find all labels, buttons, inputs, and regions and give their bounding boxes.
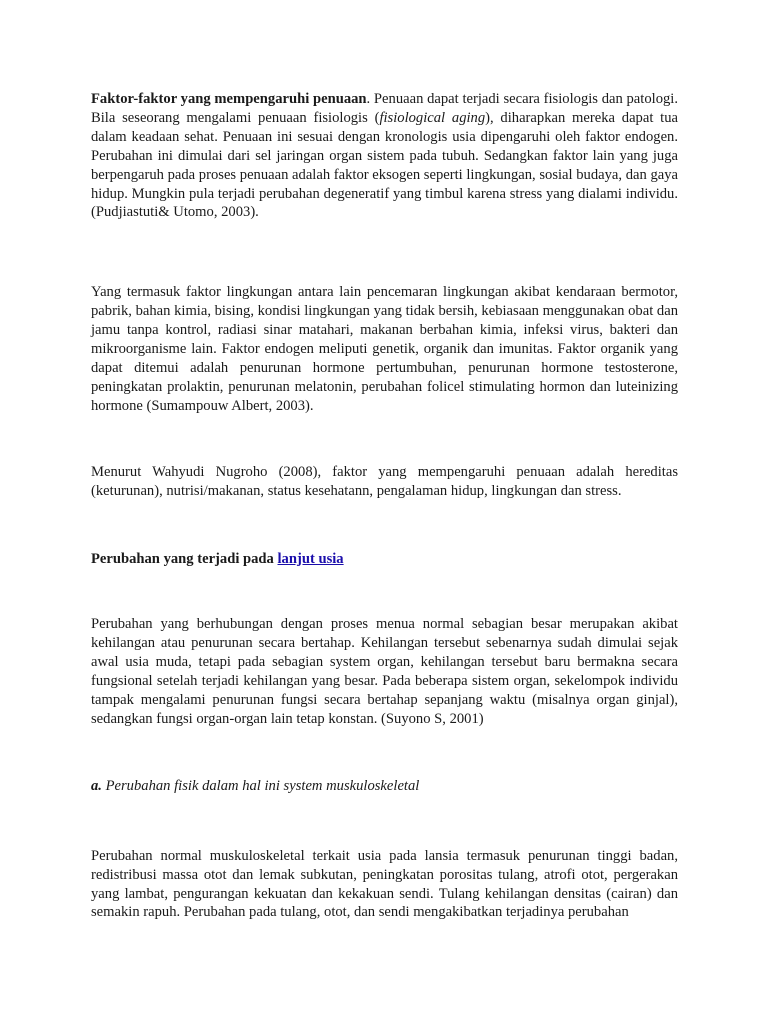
document-page: [91, 90, 678, 922]
subsection-letter: a.: [91, 777, 102, 794]
paragraph-text: ), diharapkan mereka dapat tua dalam keadaan sehat. Penuaan ini sesuai dengan kronologis usia dipengaruhi oleh faktor endogen. Perubahan ini dimulai dari sel jaringan organ sistem pada tubuh. Sedangkan faktor lain yang juga berpengaruh pada proses penuaan adalah faktor eksogen seperti lingkungan, sosial budaya, dan gaya hidup. Mungkin pula terjadi perubahan degeneratif yang timbul karena stress yang dialami individu. (Pudjiastuti& Utomo, 2003).: [91, 109, 678, 221]
subsection-title: Perubahan fisik dalam hal ini system muskuloskeletal: [101, 777, 420, 794]
italic-term: fisiological aging: [379, 109, 486, 126]
paragraph-lead-title: Faktor-faktor yang mempengaruhi penuaan: [91, 91, 367, 107]
lanjut-usia-link[interactable]: lanjut usia: [277, 550, 344, 567]
paragraph-aging-factors: [91, 90, 678, 222]
paragraph-aging-changes: Perubahan yang berhubungan dengan proses menua normal sebagian besar merupakan akibat kehilangan atau penurunan secara bertahap. Kehilangan tersebut sebenarnya sudah dimulai sejak awal usia muda, tetapi pada sebagian system organ, kehilangan tersebut baru bermakna secara fungsional setelah terjadi kehilangan yang besar. Pada beberapa sistem organ, sekelompok individu tampak mengalami penurunan fungsi secara bertahap sepanjang waktu (misalnya organ ginjal), sedangkan fungsi organ-organ lain tetap konstan. (Suyono S, 2001): [91, 616, 678, 727]
paragraph-nugroho: Menurut Wahyudi Nugroho (2008), faktor yang mempengaruhi penuaan adalah hereditas (keturunan), nutrisi/makanan, status kesehatann, pengalaman hidup, lingkungan dan stress.: [91, 463, 678, 499]
paragraph-text: . Penuaan dapat terjadi secara fisiologis dan patologi. Bila seseorang mengalami penuaan fisiologis (: [91, 91, 678, 126]
heading-prefix: Perubahan yang terjadi pada: [91, 550, 278, 567]
paragraph-environmental-factors: Yang termasuk faktor lingkungan antara lain pencemaran lingkungan akibat kendaraan bermotor, pabrik, bahan kimia, bising, kondisi lingkungan yang tidak bersih, kebiasaan menggunakan obat dan jamu tanpa kontrol, radiasi sinar matahari, makanan berbahan kimia, infeksi virus, bakteri dan mikroorganisme lain. Faktor endogen meliputi genetik, organik dan imunitas. Faktor organik yang dapat ditemui adalah penurunan hormone pertumbuhan, penurunan hormone testosterone, peningkatan prolaktin, penurunan melatonin, perubahan folicel stimulating hormon dan luteinizing hormone (Sumampouw Albert, 2003).: [91, 284, 678, 414]
paragraph-musculoskeletal: Perubahan normal muskuloskeletal terkait usia pada lansia termasuk penurunan tinggi badan, redistribusi massa otot dan lemak subkutan, peningkatan porositas tulang, atrofi otot, pergerakan yang lambat, pengurangan kekuatan dan kekakuan sendi. Tulang kehilangan densitas (cairan) dan semakin rapuh. Perubahan pada tulang, otot, dan sendi mengakibatkan terjadinya perubahan: [91, 847, 678, 921]
section-heading: [91, 550, 678, 569]
subsection-heading: [91, 777, 678, 796]
